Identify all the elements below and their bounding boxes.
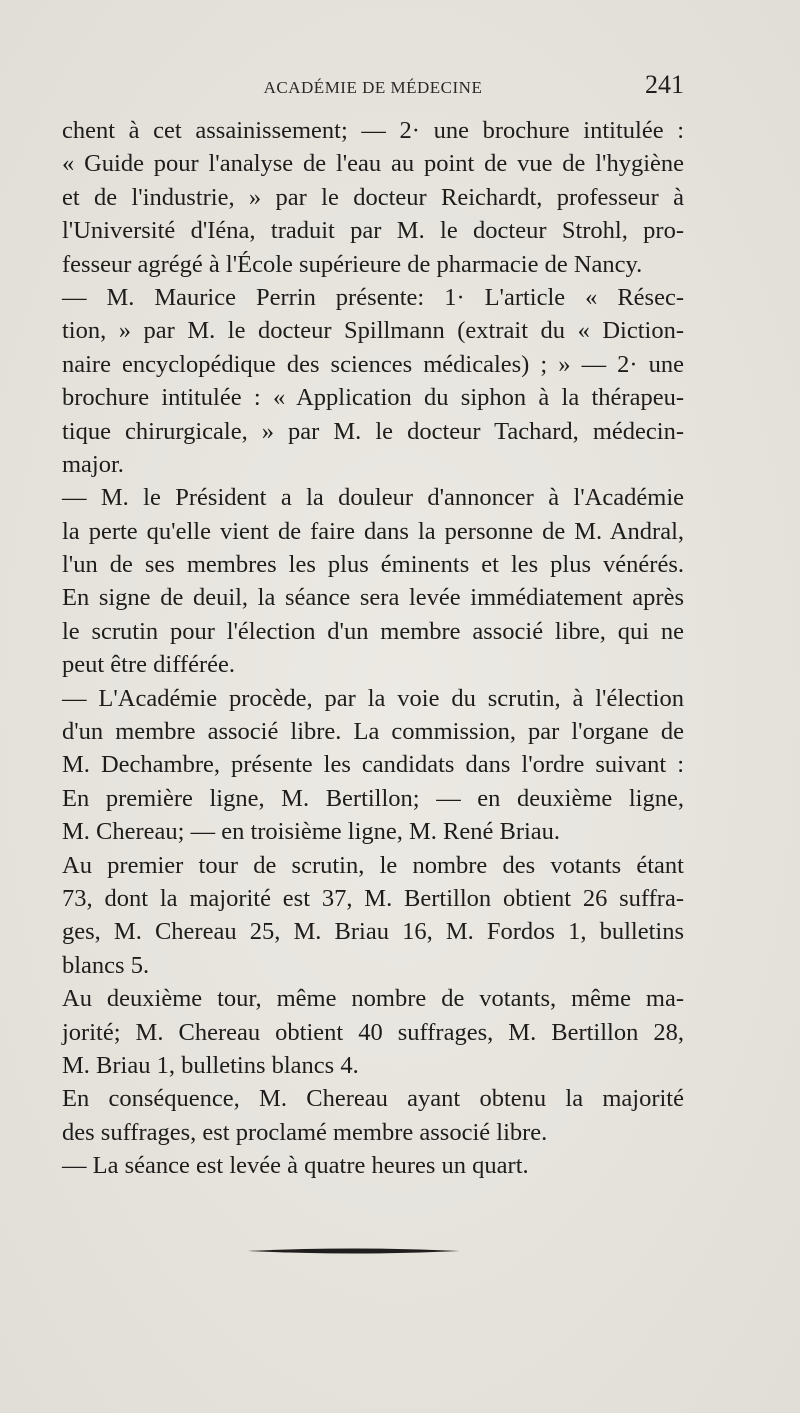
text-line: — M. Maurice Perrin présente: 1· L'article « Résec- [62,283,684,311]
text-line: brochure intitulée : « Application du siphon à la thérapeu- [62,384,684,412]
text-line: En signe de deuil, la séance sera levée immédiatement après [62,584,684,612]
running-head-title: ACADÉMIE DE MÉDECINE [263,78,483,97]
text-line: chent à cet assainissement; — 2· une brochure intitulée : [62,117,684,144]
text-line: le scrutin pour l'élection d'un membre associé libre, qui ne [62,617,684,645]
end-ornament-rule [248,1246,460,1256]
text-line: peut être différée. [62,651,235,679]
text-line: tion, » par M. le docteur Spillmann (extrait du « Diction- [62,317,684,345]
text-line: « Guide pour l'analyse de l'eau au point de vue de l'hygiène [62,150,684,178]
text-line: naire encyclopédique des sciences médicales) ; » — 2· une [62,350,684,378]
text-line: tique chirurgicale, » par M. le docteur Tachard, médecin- [62,417,684,445]
text-line: En première ligne, M. Bertillon; — en deuxième ligne, [62,784,684,812]
text-line: En conséquence, M. Chereau ayant obtenu la majorité [62,1085,684,1113]
text-line: M. Chereau; — en troisième ligne, M. René Briau. [62,818,561,846]
text-line: la perte qu'elle vient de faire dans la personne de M. Andral, [62,517,684,545]
text-line: jorité; M. Chereau obtient 40 suffrages, M. Bertillon 28, [62,1018,684,1046]
text-line: — La séance est levée à quatre heures un quart. [62,1152,529,1180]
text-line: Au deuxième tour, même nombre de votants, même ma- [62,985,684,1013]
text-line: blancs 5. [62,951,150,979]
text-line: — L'Académie procède, par la voie du scrutin, à l'élection [62,684,684,712]
text-line: d'un membre associé libre. La commission, par l'organe de [62,718,684,746]
text-line: M. Briau 1, bulletins blancs 4. [62,1051,359,1079]
text-line: — M. le Président a la douleur d'annoncer à l'Académie [62,484,684,512]
text-line: l'Université d'Iéna, traduit par M. le docteur Strohl, pro- [62,217,684,245]
text-line: 73, dont la majorité est 37, M. Bertillon obtient 26 suffra- [62,884,684,912]
running-head [62,68,684,102]
body-text [62,114,684,1183]
text-line: et de l'industrie, » par le docteur Reichardt, professeur à [62,183,684,211]
text-line: l'un de ses membres les plus éminents et les plus vénérés. [62,551,684,579]
text-line: des suffrages, est proclamé membre associé libre. [62,1118,548,1146]
text-line: major. [62,450,124,478]
text-line: ges, M. Chereau 25, M. Briau 16, M. Fordos 1, bulletins [62,918,684,946]
page-number: 241 [645,70,684,99]
text-line: M. Dechambre, présente les candidats dans l'ordre suivant : [62,751,684,779]
text-line: Au premier tour de scrutin, le nombre des votants étant [62,851,684,879]
text-line: fesseur agrégé à l'École supérieure de pharmacie de Nancy. [62,250,643,278]
